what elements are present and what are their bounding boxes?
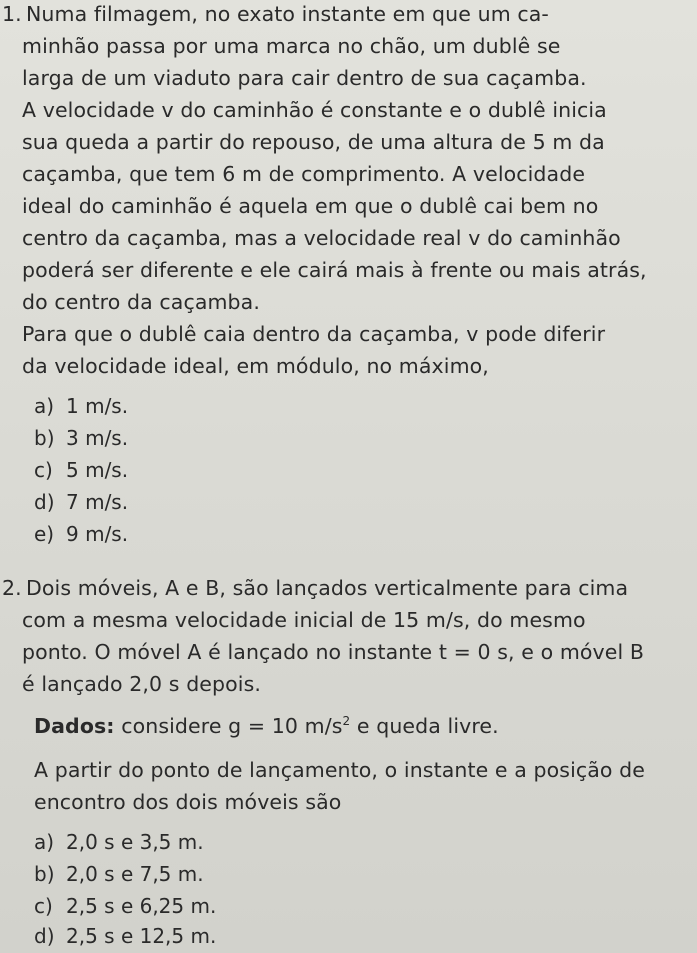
option-text: 9 m/s. xyxy=(66,522,129,546)
data-exponent: 2 xyxy=(342,714,351,729)
option-text: 1 m/s. xyxy=(66,394,129,418)
question-2-prompt-line: A partir do ponto de lançamento, o instante e a posição de xyxy=(34,758,645,782)
question-1-option-b[interactable] xyxy=(34,426,128,450)
question-2-line: Dois móveis, A e B, são lançados verticalmente para cima xyxy=(26,576,629,600)
question-1-option-d[interactable] xyxy=(34,490,128,514)
option-letter: b) xyxy=(34,862,55,886)
question-2-option-b[interactable] xyxy=(34,862,204,886)
option-letter: b) xyxy=(34,426,55,450)
option-letter: e) xyxy=(34,522,55,546)
question-1-line: caçamba, que tem 6 m de comprimento. A velocidade xyxy=(22,162,586,186)
question-1-line: sua queda a partir do repouso, de uma altura de 5 m da xyxy=(22,130,605,154)
question-1-line: poderá ser diferente e ele cairá mais à frente ou mais atrás, xyxy=(22,258,647,282)
question-1-line: da velocidade ideal, em módulo, no máximo, xyxy=(22,354,489,378)
option-text: 2,0 s e 3,5 m. xyxy=(66,830,204,854)
question-2-number: 2. xyxy=(2,576,22,600)
question-2-data xyxy=(34,714,499,738)
question-2-option-d[interactable] xyxy=(34,924,216,948)
question-1-line: centro da caçamba, mas a velocidade real v do caminhão xyxy=(22,226,621,250)
option-text: 3 m/s. xyxy=(66,426,129,450)
option-text: 2,5 s e 6,25 m. xyxy=(66,894,217,918)
question-1-line: do centro da caçamba. xyxy=(22,290,260,314)
option-letter: d) xyxy=(34,924,55,948)
option-text: 2,5 s e 12,5 m. xyxy=(66,924,217,948)
data-label: Dados: xyxy=(34,714,115,738)
question-1-number: 1. xyxy=(2,2,22,26)
option-letter: d) xyxy=(34,490,55,514)
question-1-option-a[interactable] xyxy=(34,394,128,418)
question-2-prompt-line: encontro dos dois móveis são xyxy=(34,790,342,814)
question-1-line: Numa filmagem, no exato instante em que um ca- xyxy=(26,2,549,26)
data-text-end: e queda livre. xyxy=(350,714,499,738)
question-1-line: Para que o dublê caia dentro da caçamba, v pode diferir xyxy=(22,322,606,346)
question-2-option-a[interactable] xyxy=(34,830,204,854)
question-1-line: ideal do caminhão é aquela em que o dublê cai bem no xyxy=(22,194,599,218)
question-1-option-e[interactable] xyxy=(34,522,128,546)
data-text: considere g = 10 m/s xyxy=(121,714,343,738)
question-1-option-c[interactable] xyxy=(34,458,128,482)
question-1-line: minhão passa por uma marca no chão, um dublê se xyxy=(22,34,561,58)
option-letter: a) xyxy=(34,830,55,854)
question-1-line: larga de um viaduto para cair dentro de sua caçamba. xyxy=(22,66,587,90)
question-2-line: ponto. O móvel A é lançado no instante t = 0 s, e o móvel B xyxy=(22,640,645,664)
option-letter: a) xyxy=(34,394,55,418)
option-letter: c) xyxy=(34,458,53,482)
option-letter: c) xyxy=(34,894,53,918)
question-2-option-c[interactable] xyxy=(34,894,216,918)
option-text: 5 m/s. xyxy=(66,458,129,482)
question-1-line: A velocidade v do caminhão é constante e o dublê inicia xyxy=(22,98,607,122)
option-text: 2,0 s e 7,5 m. xyxy=(66,862,204,886)
question-2-line: é lançado 2,0 s depois. xyxy=(22,672,261,696)
question-2-line: com a mesma velocidade inicial de 15 m/s, do mesmo xyxy=(22,608,586,632)
option-text: 7 m/s. xyxy=(66,490,129,514)
